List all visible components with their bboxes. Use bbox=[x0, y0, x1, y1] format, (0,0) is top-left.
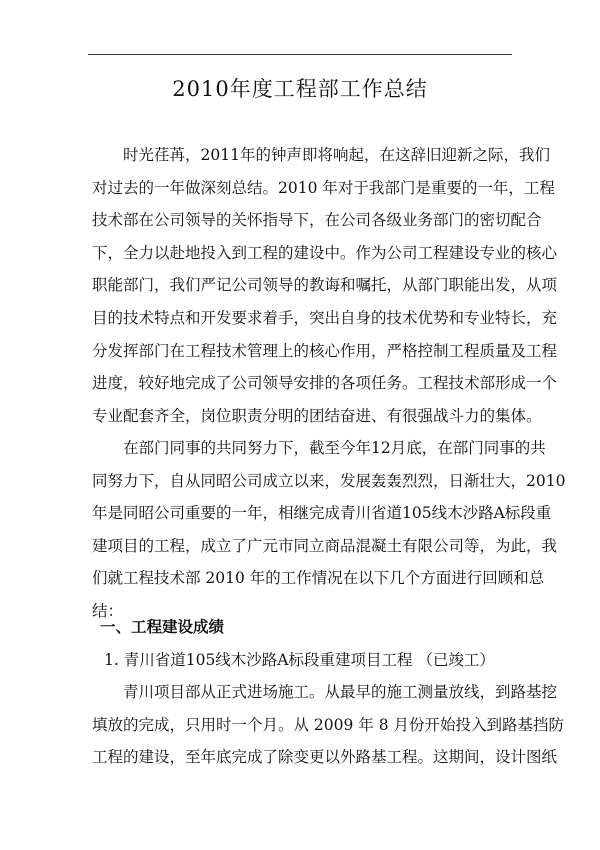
paragraph-line: 分发挥部门在工程技术管理上的核心作用，严格控制工程质量及工程 bbox=[92, 341, 558, 360]
paragraph-line: 在部门同事的共同努力下，截至今年12月底，在部门同事的共 bbox=[123, 439, 546, 457]
paragraph-line: 填放的完成，只用时一个月。从 2009 年 8 月份开始投入到路基挡防 bbox=[92, 715, 565, 734]
paragraph-3 bbox=[92, 676, 565, 774]
paragraph-line: 进度，较好地完成了公司领导安排的各项任务。工程技术部形成一个 bbox=[92, 374, 558, 393]
header-rule bbox=[88, 54, 512, 55]
paragraph-line: 建项目的工程，成立了广元市同立商品混凝土有限公司等，为此，我 bbox=[92, 536, 558, 555]
paragraph-1 bbox=[92, 139, 558, 432]
paragraph-line: 下，全力以赴地投入到工程的建设中。作为公司工程建设专业的核心 bbox=[92, 243, 558, 262]
paragraph-line: 职能部门，我们严记公司领导的教诲和嘱托，从部门职能出发，从项 bbox=[92, 276, 558, 295]
paragraph-line: 同努力下，自从同昭公司成立以来，发展轰轰烈烈，日渐壮大，2010 bbox=[92, 471, 566, 490]
paragraph-line: 青川项目部从正式进场施工。从最早的施工测量放线，到路基挖 bbox=[123, 683, 558, 701]
paragraph-line: 工程的建设，至年底完成了除变更以外路基工程。这期间，设计图纸 bbox=[92, 748, 558, 767]
paragraph-line: 技术部在公司领导的关怀指导下，在公司各级业务部门的密切配合 bbox=[92, 211, 542, 230]
section-heading: 一、工程建设成绩 bbox=[100, 617, 225, 636]
item-heading: 1. 青川省道105线木沙路A标段重建项目工程 （已竣工） bbox=[104, 651, 495, 669]
paragraph-line: 时光荏苒，2011年的钟声即将响起，在这辞旧迎新之际，我们 bbox=[123, 146, 550, 164]
paragraph-line: 结： bbox=[92, 601, 124, 620]
paragraph-line: 目的技术特点和开发要求着手，突出自身的技术优势和专业特长，充 bbox=[92, 308, 558, 327]
paragraph-line: 年是同昭公司重要的一年，相继完成青川省道105线木沙路A标段重 bbox=[92, 504, 552, 523]
document-title: 2010年度工程部工作总结 bbox=[172, 77, 428, 101]
paragraph-line: 们就工程技术部 2010 年的工作情况在以下几个方面进行回顾和总 bbox=[92, 569, 545, 588]
paragraph-line: 对过去的一年做深刻总结。2010 年对于我部门是重要的一年，工程 bbox=[92, 178, 555, 197]
paragraph-line: 专业配套齐全，岗位职责分明的团结奋进、有很强战斗力的集体。 bbox=[92, 406, 542, 425]
paragraph-2 bbox=[92, 432, 566, 628]
